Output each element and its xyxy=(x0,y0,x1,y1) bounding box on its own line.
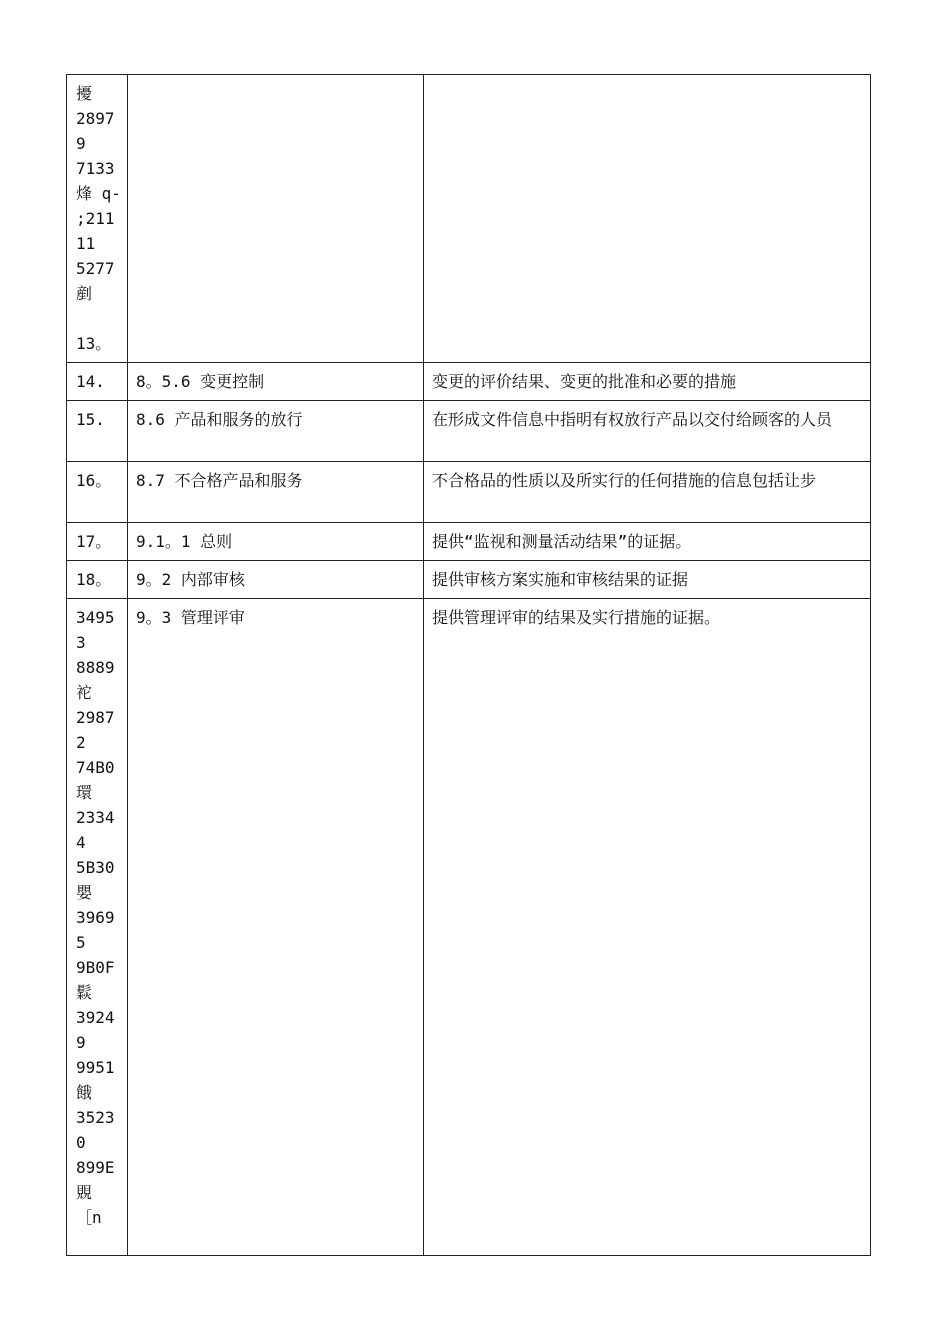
record-cell: 变更的评价结果、变更的批准和必要的措施 xyxy=(424,363,871,401)
item-number-cell: 17。 xyxy=(67,523,128,561)
blank-line xyxy=(76,306,123,331)
item-number-line: 9951 xyxy=(76,1058,115,1077)
item-number-cell xyxy=(67,75,128,363)
item-number-line: ［n xyxy=(76,1208,102,1227)
clause-cell: 8.6 产品和服务的放行 xyxy=(128,401,424,462)
item-number-line: 2987 xyxy=(76,708,115,727)
item-number-line: 鬏 xyxy=(76,983,93,1002)
record-cell xyxy=(424,75,871,363)
item-number-line: 5 xyxy=(76,933,86,952)
table-row xyxy=(67,523,871,561)
table-row xyxy=(67,401,871,462)
item-number-line: 11 xyxy=(76,234,96,253)
record-cell: 提供“监视和测量活动结果”的证据。 xyxy=(424,523,871,561)
clause-cell: 9.1。1 总则 xyxy=(128,523,424,561)
item-number-line: 9B0F xyxy=(76,958,115,977)
item-number-line: 擾 xyxy=(76,84,93,103)
table-row xyxy=(67,599,871,1256)
item-number-line: 烽 q- xyxy=(76,184,121,203)
item-number-line: 3 xyxy=(76,633,86,652)
clause-cell: 8.7 不合格产品和服务 xyxy=(128,462,424,523)
table-row xyxy=(67,462,871,523)
item-number-line: 剷 xyxy=(76,284,93,303)
item-number-line: 9 xyxy=(76,134,86,153)
item-number-line: 13。 xyxy=(76,334,112,353)
item-number-cell: 18。 xyxy=(67,561,128,599)
item-number-cell: 16。 xyxy=(67,462,128,523)
table-row xyxy=(67,561,871,599)
item-number-line: 8889 xyxy=(76,658,115,677)
record-cell: 提供管理评审的结果及实行措施的证据。 xyxy=(424,599,871,1256)
item-number-line: 7133 xyxy=(76,159,115,178)
item-number-line: 0 xyxy=(76,1133,86,1152)
item-number-line: 4 xyxy=(76,833,86,852)
item-number-line: 3495 xyxy=(76,608,115,627)
record-cell: 在形成文件信息中指明有权放行产品以交付给顾客的人员 xyxy=(424,401,871,462)
item-number-line: 嬰 xyxy=(76,883,93,902)
table-row xyxy=(67,363,871,401)
clause-cell: 9。3 管理评审 xyxy=(128,599,424,1256)
item-number-line: 袉 xyxy=(76,683,93,702)
item-number-line: 2 xyxy=(76,733,86,752)
item-number-cell xyxy=(67,599,128,1256)
item-number-cell: 14. xyxy=(67,363,128,401)
item-number-line: 9 xyxy=(76,1033,86,1052)
item-number-line: 3523 xyxy=(76,1108,115,1127)
item-number-line: 74B0 xyxy=(76,758,115,777)
clause-cell xyxy=(128,75,424,363)
item-number-line: 899E xyxy=(76,1158,115,1177)
item-number-line: 餓 xyxy=(76,1083,93,1102)
item-number-line: 3969 xyxy=(76,908,115,927)
item-number-line: 2334 xyxy=(76,808,115,827)
item-number-line: 5B30 xyxy=(76,858,115,877)
item-number-line: 環 xyxy=(76,783,93,802)
record-cell: 提供审核方案实施和审核结果的证据 xyxy=(424,561,871,599)
item-number-cell: 15. xyxy=(67,401,128,462)
clause-cell: 8。5.6 变更控制 xyxy=(128,363,424,401)
records-table xyxy=(66,74,871,1256)
item-number-line: 3924 xyxy=(76,1008,115,1027)
record-cell: 不合格品的性质以及所实行的任何措施的信息包括让步 xyxy=(424,462,871,523)
table-row xyxy=(67,75,871,363)
item-number-line: 2897 xyxy=(76,109,115,128)
item-number-line: 覞 xyxy=(76,1183,93,1202)
clause-cell: 9。2 内部审核 xyxy=(128,561,424,599)
item-number-line: 5277 xyxy=(76,259,115,278)
item-number-line: ;211 xyxy=(76,209,115,228)
